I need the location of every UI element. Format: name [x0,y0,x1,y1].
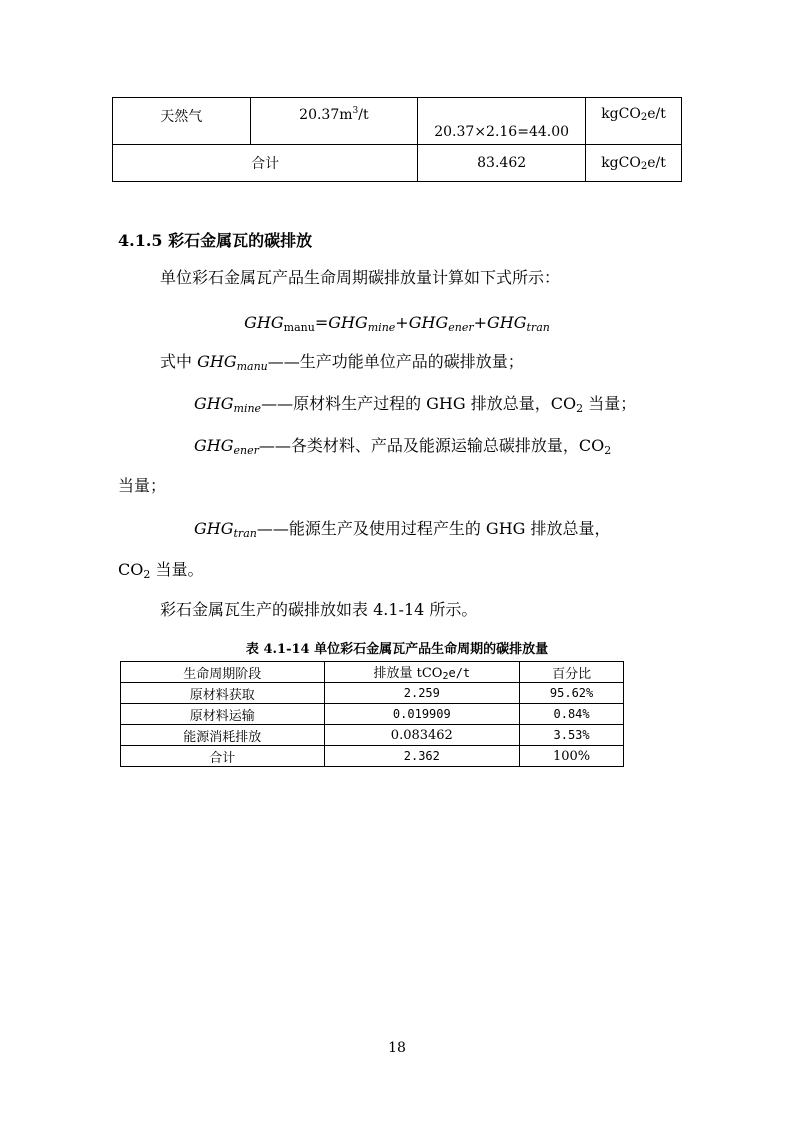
fuel-name-cell: 天然气 [113,98,251,145]
stage-cell: 能源消耗排放 [121,725,325,746]
percent-cell: 0.84% [520,704,624,725]
table-row [121,683,624,704]
table-row [121,704,624,725]
percent-cell: 95.62% [520,683,624,704]
stage-cell: 原材料运输 [121,704,325,725]
table-caption: 表 4.1-14 单位彩石金属瓦产品生命周期的碳排放量 [245,642,549,657]
definition-ener-wrap: 当量； [118,476,167,495]
lifecycle-emission-table [120,661,624,767]
column-header: 生命周期阶段 [121,662,325,683]
table-row [121,746,624,767]
section-heading: 4.1.5 彩石金属瓦的碳排放 [118,231,313,250]
unit-cell: kgCO$_2$e/t [586,145,682,182]
percent-cell: 100% [520,746,624,767]
definition-tran: GHGtran——能源生产及使用过程产生的 GHG 排放总量， [194,519,611,540]
intro-paragraph: 单位彩石金属瓦产品生命周期碳排放量计算如下式所示： [160,268,561,287]
emission-cell: 2.362 [324,746,520,767]
calculation-cell: 20.37×2.16=44.00 [418,98,586,145]
column-header: 百分比 [520,662,624,683]
unit-cell: kgCO$_2$e/t [586,98,682,145]
definition-mine: GHGmine——原材料生产过程的 GHG 排放总量，CO2 当量； [194,394,637,415]
closing-paragraph: 彩石金属瓦生产的碳排放如表 4.1-14 所示。 [160,600,478,619]
definition-ener: GHGener——各类材料、产品及能源运输总碳排放量，CO2 [194,436,612,457]
definition-tran-wrap: CO2 当量。 [118,560,204,581]
table-row [113,98,682,145]
percent-cell: 3.53% [520,725,624,746]
table-header-row [121,662,624,683]
emission-cell: 2.259 [324,683,520,704]
table-row [121,725,624,746]
page-number: 18 [388,1040,406,1056]
emission-factor-cell: $20.37m^3/t$ [250,98,418,145]
total-value-cell: 83.462 [418,145,586,182]
emission-cell: 0.019909 [324,704,520,725]
total-label-cell: 合计 [113,145,418,182]
stage-cell: 合计 [121,746,325,767]
emission-factor-table [112,97,682,182]
stage-cell: 原材料获取 [121,683,325,704]
table-row [113,145,682,182]
definition-manu: 式中 GHGmanu——生产功能单位产品的碳排放量； [160,352,524,373]
formula: GHGmanu=GHGmine+GHGener+GHGtran [244,313,550,334]
emission-cell: 0.083462 [324,725,520,746]
column-header: 排放量 tCO$_2$e/t [324,662,520,683]
